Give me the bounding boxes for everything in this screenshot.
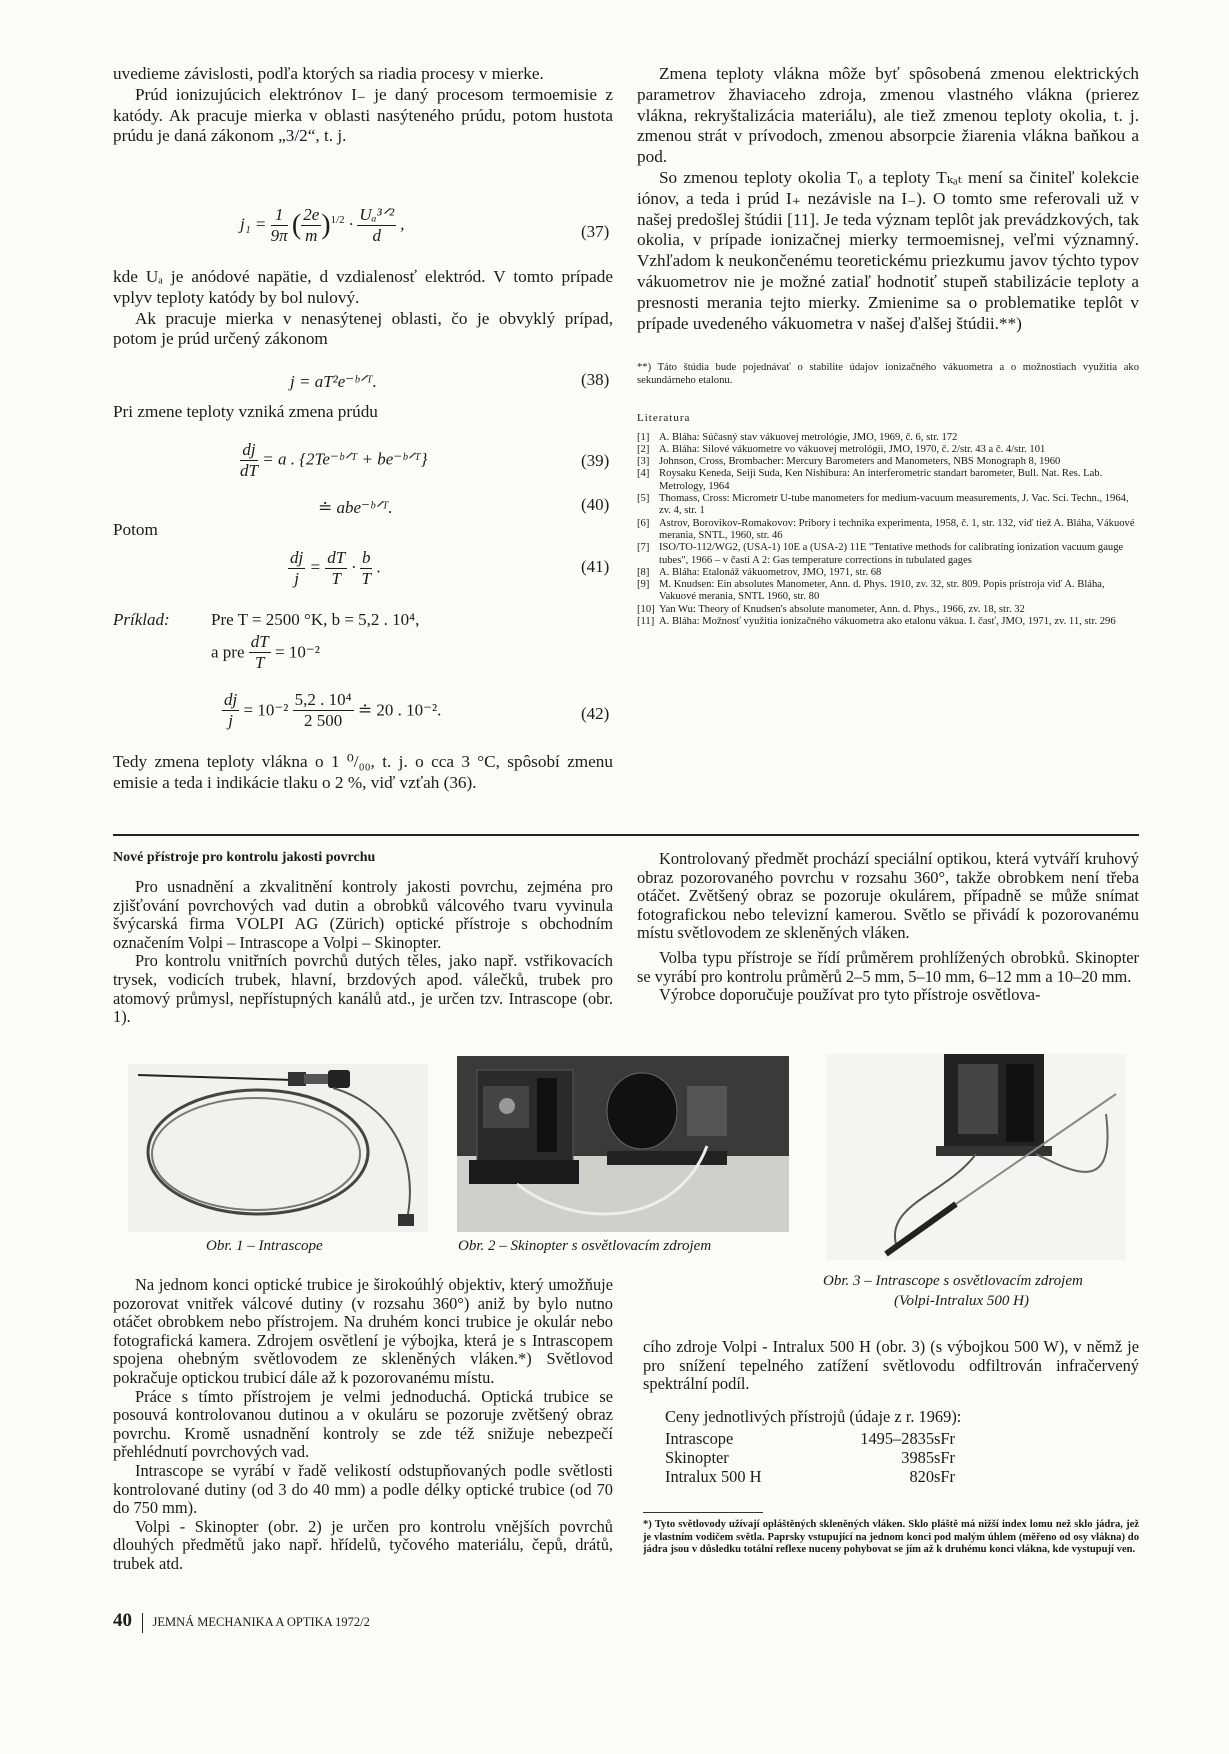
left-top-column [113, 64, 613, 147]
footnote: **) Táto štúdia bude pojednávať o stabilite údajov ionizačného vákuometra a o možnostiach využitia ako sekundárneho etalonu. [637, 362, 1139, 386]
page-footer [113, 1610, 370, 1633]
fraction [271, 205, 288, 246]
equation-39 [240, 440, 570, 481]
paragraph: kde Uₐ je anódové napätie, d vzdialenosť elektród. V tomto prípade vplyv teploty katódy by bol nulový. [113, 267, 613, 307]
numerator: dj [224, 690, 238, 709]
price-item-name: Intrascope [665, 1429, 734, 1449]
page-number: 40 [113, 1610, 132, 1631]
reference-item [637, 518, 1139, 543]
article-left-column [113, 850, 613, 1027]
fraction [293, 690, 354, 731]
photo-skinopter [457, 1056, 789, 1232]
reference-text: ISO/TO-112/WG2, (USA-1) 10E a (USA-2) 11E "Tentative methods for calibrating ionization vacuum gauge tubes", 1966 – v časti A 2: Gas temperature corrections in tubulated gages [659, 542, 1124, 566]
reference-number: [5] [637, 493, 650, 505]
reference-item [637, 493, 1139, 518]
footnote: *) Tyto světlovody užívají opláštěných skleněných vláken. Sklo pláště má nižší index lomu než sklo jádra, jež je vlastním vodičem světla. Paprsky vstupující na jednom konci pod malým úhlem (měřeno od osy vlákna) do jádra jsou v důsledku totální reflexe nuceny pohybovat se jím až k druhému konci vlákna, kde vystupují ven. [643, 1519, 1139, 1556]
paragraph: Pro kontrolu vnitřních povrchů dutých těles, jako např. vstřikovacích trysek, vodicích trubek, hlavní, brzdových apod. válečků, trubek pro atomový průmysl, nepřístupných kanálů atd., je určen tzv. Intrascope (obr. 1). [113, 951, 613, 1027]
denominator: j [294, 569, 299, 588]
reference-item [637, 567, 1139, 579]
reference-text: A. Bláha: Možnosť využitia ionizačného vákuometra ako etalonu vákua. I. časť, JMO, 1971, zv. 11, str. 296 [659, 616, 1116, 627]
paragraph: Pri zmene teploty vzniká zmena prúdu [113, 402, 378, 421]
eq-text: = [309, 557, 321, 577]
paragraph: Intrascope se vyrábí v řadě velikostí odstupňovaných podle světlosti kontrolované dutiny (od 3 do 40 mm) a podle délky optické trubice (od 70 do 750 mm). [113, 1460, 613, 1518]
reference-item [637, 604, 1139, 616]
exponent: 1/2 [330, 213, 345, 226]
prices-title: Ceny jednotlivých přístrojů (údaje z r. 1969): [665, 1406, 962, 1426]
equation-number: (40) [581, 495, 610, 514]
reference-number: [11] [637, 616, 655, 627]
fraction [249, 632, 271, 673]
paragraph: Ak pracuje mierka v nenasýtenej oblasti, čo je obvyklý prípad, potom je prúd určený zákonom [113, 308, 613, 349]
caption-fig3-line2: (Volpi-Intralux 500 H) [894, 1293, 1029, 1309]
footnote-rule [643, 1512, 763, 1513]
equation-38: j = aT²e⁻ᵇᐟᵀ. [290, 372, 377, 391]
reference-text: Yan Wu: Theory of Knudsen's absolute manometer, Ann. d. Phys., 1966, zv. 18, str. 32 [659, 603, 1025, 615]
left-top-column-2 [113, 267, 613, 350]
equation-number: (41) [581, 557, 610, 576]
denominator: 9π [270, 226, 288, 245]
denominator: m [305, 226, 318, 245]
fraction [325, 548, 347, 589]
reference-item [637, 456, 1139, 468]
photo-intrascope-with-source [826, 1054, 1126, 1260]
denominator: T [331, 569, 341, 588]
paragraph: uvedieme závislosti, podľa ktorých sa riadia procesy v mierke. [113, 64, 544, 83]
fraction [240, 440, 258, 481]
paragraph: Na jednom konci optické trubice je širokoúhlý objektiv, který umožňuje pozorovat vnitřek válcové dutiny (v rozsahu 360°) aniž by bylo nutno otáčet obrobkem nebo přístrojem. Na druhém konci trubice je okulár nebo fotografická kamera. Zdrojem osvětlení je výbojka, která je s Intrascopem spojena ohebným světlovodem ze skleněných vláken.*) Světlovod pokračuje optickou trubicí dále až k pozorovanému místu. [113, 1275, 613, 1387]
footer-separator [142, 1613, 143, 1633]
reference-number: [6] [637, 517, 650, 529]
journal-name: JEMNÁ MECHANIKA A OPTIKA 1972/2 [152, 1615, 370, 1629]
reference-number: [3] [637, 456, 650, 468]
denominator: d [372, 226, 381, 245]
caption-fig2: Obr. 2 – Skinopter s osvětlovacím zdrojem [458, 1238, 712, 1254]
eq-text: = 10⁻² [274, 642, 320, 662]
price-item-name: Intralux 500 H [665, 1466, 762, 1486]
reference-text: M. Knudsen: Ein absolutes Manometer, Ann. d. Phys. 1910, zv. 32, str. 809. Popis prístroja viď A. Bláha, Vakuové merania, SNTL 1960, str. 80 [659, 579, 1105, 603]
eq-text: = a . {2Te⁻ᵇᐟᵀ + be⁻ᵇᐟᵀ} [262, 449, 428, 469]
paragraph: Pro usnadnění a zkvalitnění kontroly jakosti povrchu, zejména pro zjišťování povrchových vad dutin a obrobků válcového tvaru vyvinula švýcarská firma VOLPI AG (Zürich) optické přístroje s obchodním označením Volpi – Intrascope a Volpi – Skinopter. [113, 877, 613, 952]
denominator: T [361, 569, 371, 588]
paragraph: Práce s tímto přístrojem je velmi jednoduchá. Optická trubice se posouvá kontrolovanou dutinou a v okuláru se pozoruje zvětšený obraz povrchu. Kromě usnadnění kontroly se zde též snižuje nebezpečí přehlédnutí povrchových vad. [113, 1386, 613, 1462]
caption-fig1: Obr. 1 – Intrascope [206, 1238, 323, 1254]
reference-text: Roysaku Keneda, Seiji Suda, Ken Nishibura: An interferometric standart barometer, Bull. Nat. Res. Lab. Metrology, 1964 [659, 468, 1103, 492]
equation-number: (37) [581, 222, 610, 241]
label-potom: Potom [113, 520, 158, 539]
reference-number: [1] [637, 431, 650, 443]
equation-number: (42) [581, 704, 610, 723]
reference-text: A. Bláha: Súčasný stav vákuovej metrológie, JMO, 1969, č. 6, str. 172 [659, 431, 958, 443]
equation-37: j₁ = $\frac{1}{9\pi}$ ( $\frac{2e}{m}$ )$^{1/2}$ · $\frac{\text{Uₐ³ᐟ²}}{d}$ , [240, 205, 405, 245]
eq-text: a pre [211, 642, 245, 662]
eq-text: = 10⁻² [243, 700, 289, 720]
reference-item [637, 616, 1139, 628]
example-label: Príklad: [113, 610, 170, 629]
denominator: 2 500 [304, 711, 343, 730]
numerator: b [361, 548, 371, 567]
numerator: dj [290, 548, 304, 567]
paragraph: Volpi - Skinopter (obr. 2) je určen pro kontrolu vnějších povrchů dlouhých předmětů jako např. hřídelů, tyčového materiálu, čepů, drátů, trubek atd. [113, 1516, 613, 1573]
reference-item [637, 542, 1139, 567]
reference-number: [7] [637, 542, 650, 554]
fraction [288, 548, 305, 589]
price-item-value: 3985sFr [901, 1447, 955, 1467]
paragraph: Tedy zmena teploty vlákna o 1 ⁰/₀₀, t. j. o cca 3 °C, spôsobí zmenu emisie a teda i indikácie tlaku o 2 %, viď vzťah (36). [113, 752, 613, 792]
eq-text: · [351, 557, 356, 577]
paragraph: Volba typu přístroje se řídí průměrem prohlížených obrobků. Skinopter se vyrábí pro kontrolu průměrů 2–5 mm, 5–10 mm, 6–12 mm a 10–20 mm. [637, 947, 1139, 986]
numerator: dT [327, 548, 346, 567]
paragraph: Kontrolovaný předmět prochází speciální optikou, která vytváří kruhový obraz pozorovaného povrchu v rozsahu 360°, takže obrobkem není třeba otáčet. Zvětšený obraz se pozoruje okulárem, případně se může snímat fotografickou nebo televizní kamerou. Světlo se přivádí k pozorovanému místu světlovodem ze skleněných vláken. [637, 849, 1139, 943]
eq-text: · [348, 214, 354, 234]
right-top-column [637, 64, 1139, 628]
eq-text: , [400, 214, 405, 234]
fraction [357, 205, 396, 246]
reference-number: [8] [637, 566, 650, 578]
paragraph: Výrobce doporučuje používat pro tyto přístroje osvětlova- [659, 985, 1041, 1005]
fraction [222, 690, 239, 731]
article-bottom-left [113, 1276, 613, 1574]
photo-intrascope [128, 1064, 428, 1232]
equation-42 [222, 690, 542, 731]
equation-number: (38) [581, 370, 610, 389]
fraction [301, 205, 321, 246]
reference-item [637, 579, 1139, 604]
eq-text: ≐ 20 . 10⁻². [357, 700, 442, 720]
reference-text: A. Bláha: Etalonáž vákuometrov, JMO, 1971, str. 68 [659, 566, 882, 578]
eq-text: j₁ = [240, 214, 267, 234]
price-item-name: Skinopter [665, 1447, 729, 1467]
numerator: dj [240, 440, 258, 461]
denominator: T [255, 653, 265, 672]
section-divider [113, 834, 1139, 836]
paragraph: Zmena teploty vlákna môže byť spôsobená zmenou elektrických parametrov žhaviaceho zdroja, zmenou vlastného vlákna (prierez vlákna, rekryštalizácia materiálu), ale tiež zmenou teploty okolia, t. j. zmenou strát v prívodoch, zmenou absorpcie žiarenia vlákna baňkou a pod. [637, 64, 1139, 167]
paragraph: cího zdroje Volpi - Intralux 500 H (obr. 3) (s výbojkou 500 W), v němž je pro snížení tepelného zatížení světlovodu odfiltrován infračervený spektrální podíl. [643, 1337, 1139, 1394]
prices-table [665, 1430, 1139, 1486]
numerator: dT [250, 632, 269, 651]
numerator: 5,2 . 10⁴ [294, 690, 352, 709]
price-row [665, 1449, 955, 1468]
denominator: j [228, 711, 233, 730]
equation-40: ≐ abe⁻ᵇᐟᵀ. [318, 498, 393, 517]
example-line-1: Pre T = 2500 °K, b = 5,2 . 10⁴, [211, 610, 420, 629]
numerator: 2e [303, 205, 320, 224]
literature-title: Literatura [637, 411, 691, 424]
price-row [665, 1430, 955, 1449]
reference-item [637, 468, 1139, 493]
price-item-value: 820sFr [909, 1466, 955, 1486]
reference-list [637, 432, 1139, 629]
paragraph: Prúd ionizujúcich elektrónov I₋ je daný procesom termoemisie z katódy. Ak pracuje mierka v oblasti nasýteného prúdu, potom hustota prúdu je daná zákonom „3/2“, t. j. [113, 84, 613, 146]
reference-text: Thomass, Cross: Micrometr U-tube manometers for medium-vacuum measurements, J. Vac. Sci. Techn., 1964, zv. 4, str. 1 [659, 493, 1129, 517]
price-item-value: 1495–2835sFr [860, 1429, 955, 1449]
article-right-column [637, 850, 1139, 1005]
reference-text: Astrov, Borovikov-Romakovov: Pribory i technika experimenta, 1958, č. 1, str. 132, viď tiež A. Bláha, Vákuové merania, SNTL, 1960, str. 46 [659, 517, 1135, 541]
reference-number: [9] [637, 579, 650, 591]
paragraph: So zmenou teploty okolia Tₒ a teploty Tₖₐₜ mení sa činiteľ kolekcie iónov, a teda i prúd I₊ nezávisle na I₋). O tomto sme referovali už v našej predošlej štúdii [11]. Je teda význam teplôt jak prevádzkových, tak okolia, v prípade ionizačnej mierky termoemisnej, veľmi významný. Vzhľadom k neukončenému teoretickému priezkumu javov týchto typov vákuometrov nie je možné zatiaľ hodnotiť stupeň stabilizácie teploty a presnosti merania tejto mierky. Zmienime sa o problematike teplôt v prípade uvedeného vákuometra v našej ďalšej štúdii.**) [637, 167, 1139, 333]
numerator: 1 [271, 205, 288, 226]
reference-number: [2] [637, 443, 650, 455]
article-title: Nové přístroje pro kontrolu jakosti povrchu [113, 850, 376, 865]
equation-41 [288, 548, 488, 589]
reference-number: [4] [637, 468, 650, 480]
price-row [665, 1468, 955, 1487]
eq-text: . [376, 557, 381, 577]
fraction [360, 548, 373, 589]
denominator: dT [240, 461, 258, 480]
numerator: Uₐ³ᐟ² [359, 205, 395, 224]
article-bottom-right [643, 1338, 1139, 1557]
equation-number: (39) [581, 451, 610, 470]
reference-item [637, 444, 1139, 456]
reference-text: Johnson, Cross, Brombacher: Mercury Barometers and Manometers, NBS Monograph 8, 1960 [659, 456, 1061, 468]
reference-item [637, 432, 1139, 444]
caption-fig3-line1: Obr. 3 – Intrascope s osvětlovacím zdrojem [823, 1273, 1083, 1289]
reference-number: [10] [637, 603, 655, 615]
example-line-2 [211, 632, 511, 673]
reference-text: A. Bláha: Silové vákuometre vo vákuovej metrológii, JMO, 1970, č. 2/str. 43 a č. 4/str. 101 [659, 443, 1046, 455]
